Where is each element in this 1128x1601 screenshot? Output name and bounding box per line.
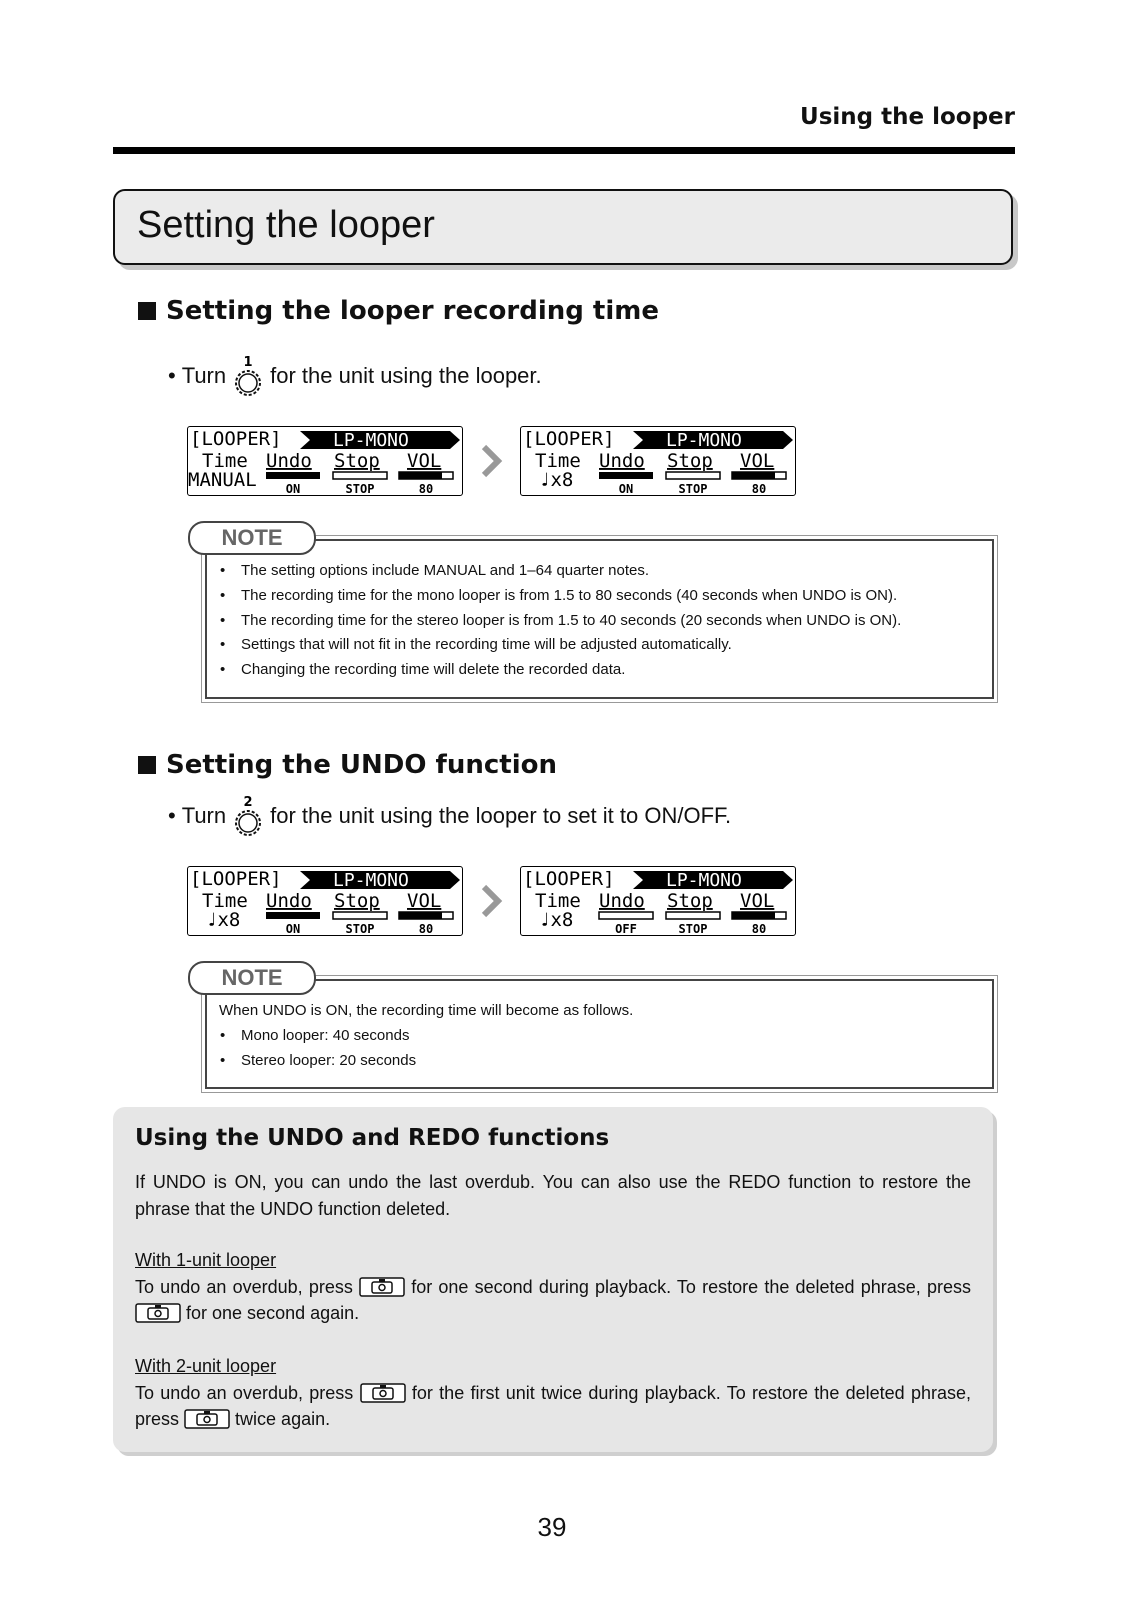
page-number: 39 xyxy=(537,1512,567,1542)
note-item: • The setting options include MANUAL and 1–64 quarter notes. xyxy=(241,559,992,584)
lcd-display-before xyxy=(187,426,463,496)
lcd-type: LP-MONO xyxy=(666,870,742,891)
text-run: To undo an overdub, press xyxy=(135,1382,354,1403)
bullet: • xyxy=(168,363,176,388)
section-heading-recording-time xyxy=(138,296,659,326)
instruction-word: Turn xyxy=(181,363,227,388)
lcd-time-value: ♩x8 xyxy=(539,469,574,491)
lcd-type: LP-MONO xyxy=(333,870,409,891)
chevron-right-icon xyxy=(478,443,504,479)
text-run: To undo an overdub, press xyxy=(135,1276,353,1297)
lcd-param-vol: VOL xyxy=(740,890,775,912)
lcd-param-time: Time xyxy=(202,450,248,472)
lcd-stop-value: STOP xyxy=(678,922,708,935)
lcd-title: [LOOPER] xyxy=(190,868,282,890)
lcd-param-stop: Stop xyxy=(667,450,713,472)
footswitch-icon xyxy=(135,1303,181,1323)
text-run: for one second during playback. To restore the deleted phrase, press xyxy=(411,1276,971,1297)
lcd-undo-value: ON xyxy=(285,482,301,495)
text-run: for one second again. xyxy=(186,1303,360,1323)
two-unit-paragraph xyxy=(135,1353,971,1433)
lcd-display-before xyxy=(187,866,463,936)
lcd-time-value: MANUAL xyxy=(188,469,257,491)
lcd-param-vol: VOL xyxy=(740,450,775,472)
page-title-box xyxy=(113,189,1013,265)
note-item: • Mono looper: 40 seconds xyxy=(241,1024,992,1049)
lcd-title: [LOOPER] xyxy=(523,868,615,890)
lcd-stop-value: STOP xyxy=(345,482,375,495)
lcd-param-time: Time xyxy=(535,890,581,912)
note-item: • Settings that will not fit in the recording time will be adjusted automatically. xyxy=(241,633,992,658)
knob-icon xyxy=(232,354,264,398)
note-label: NOTE xyxy=(188,961,316,995)
lcd-type: LP-MONO xyxy=(666,430,742,451)
lcd-time-value: ♩x8 xyxy=(539,909,574,931)
lcd-param-stop: Stop xyxy=(334,450,380,472)
square-bullet-icon xyxy=(138,302,156,320)
instruction-text: for the unit using the looper to set it to ON/OFF. xyxy=(270,803,732,828)
lcd-vol-value: 80 xyxy=(751,482,767,495)
text-run: for the first unit twice during playback. To restore the deleted phrase, xyxy=(411,1382,971,1403)
note-box-recording-time xyxy=(205,539,994,699)
lcd-title: [LOOPER] xyxy=(523,428,615,450)
lcd-vol-value: 80 xyxy=(418,922,434,935)
note-intro: When UNDO is ON, the recording time will become as follows. xyxy=(219,1002,634,1019)
note-item: • Changing the recording time will delete the recorded data. xyxy=(241,658,992,683)
page-title: Setting the looper xyxy=(137,204,435,246)
info-box-intro: If UNDO is ON, you can undo the last overdub. You can also use the REDO function to restore the phrase that the UNDO function deleted. xyxy=(135,1172,971,1219)
instruction-text: for the unit using the looper. xyxy=(270,363,542,388)
lcd-undo-value: ON xyxy=(285,922,301,935)
instruction-turn-knob-2 xyxy=(168,794,731,838)
lcd-param-undo: Undo xyxy=(599,890,645,912)
lcd-vol-value: 80 xyxy=(418,482,434,495)
lcd-undo-value: OFF xyxy=(615,922,637,935)
lcd-param-stop: Stop xyxy=(334,890,380,912)
instruction-turn-knob-1 xyxy=(168,354,542,398)
lcd-display-after xyxy=(520,426,796,496)
lcd-param-vol: VOL xyxy=(407,450,442,472)
lcd-display-after xyxy=(520,866,796,936)
section-heading-text: Setting the UNDO function xyxy=(166,750,557,780)
instruction-word: Turn xyxy=(181,803,227,828)
footswitch-icon xyxy=(184,1409,230,1429)
running-header: Using the looper xyxy=(800,104,1015,130)
note-item: • Stereo looper: 20 seconds xyxy=(241,1049,992,1074)
section-heading-undo xyxy=(138,750,557,780)
lcd-type: LP-MONO xyxy=(333,430,409,451)
lcd-param-undo: Undo xyxy=(266,890,312,912)
text-run: press xyxy=(135,1409,180,1429)
info-box-undo-redo xyxy=(113,1107,993,1452)
knob-icon xyxy=(232,794,264,838)
knob-number: 1 xyxy=(243,355,253,370)
lcd-param-vol: VOL xyxy=(407,890,442,912)
knob-number: 2 xyxy=(243,795,253,810)
bullet: • xyxy=(168,803,176,828)
lcd-param-undo: Undo xyxy=(599,450,645,472)
lcd-title: [LOOPER] xyxy=(190,428,282,450)
text-run: twice again. xyxy=(235,1409,331,1429)
note-item: • The recording time for the mono looper is from 1.5 to 80 seconds (40 seconds when UNDO is ON). xyxy=(241,584,992,609)
lcd-param-stop: Stop xyxy=(667,890,713,912)
square-bullet-icon xyxy=(138,756,156,774)
lcd-stop-value: STOP xyxy=(345,922,375,935)
lcd-stop-value: STOP xyxy=(678,482,708,495)
lcd-param-time: Time xyxy=(535,450,581,472)
note-box-undo xyxy=(205,979,994,1089)
section-heading-text: Setting the looper recording time xyxy=(166,296,659,326)
lcd-undo-value: ON xyxy=(618,482,634,495)
lcd-vol-value: 80 xyxy=(751,922,767,935)
lcd-param-time: Time xyxy=(202,890,248,912)
header-rule xyxy=(113,147,1015,154)
chevron-right-icon xyxy=(478,883,504,919)
lcd-time-value: ♩x8 xyxy=(206,909,241,931)
note-label: NOTE xyxy=(188,521,316,555)
one-unit-paragraph xyxy=(135,1247,971,1327)
subheading-two-unit: With 2-unit looper xyxy=(135,1356,277,1376)
note-item: • The recording time for the stereo looper is from 1.5 to 40 seconds (20 seconds when UNDO is ON). xyxy=(241,609,992,634)
footswitch-icon xyxy=(359,1277,405,1297)
info-box-heading: Using the UNDO and REDO functions xyxy=(135,1125,610,1151)
footswitch-icon xyxy=(360,1383,406,1403)
lcd-param-undo: Undo xyxy=(266,450,312,472)
subheading-one-unit: With 1-unit looper xyxy=(135,1250,277,1270)
